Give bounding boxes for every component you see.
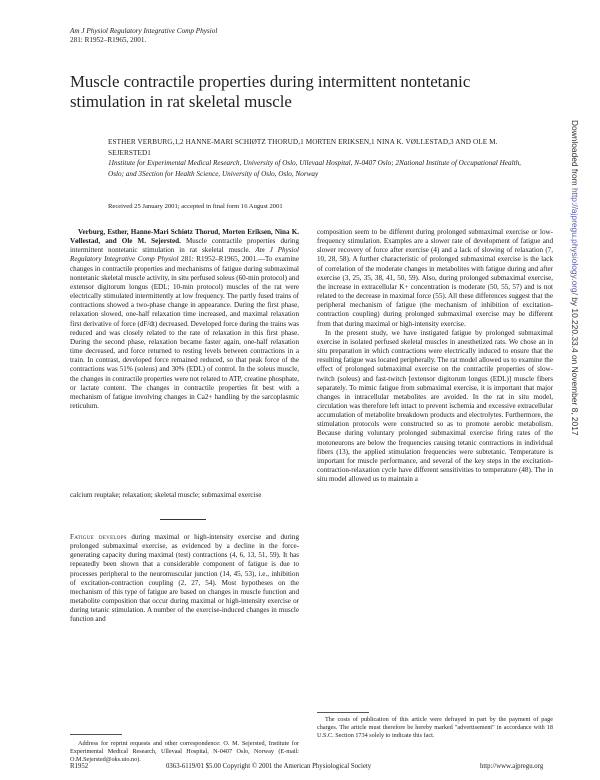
right-column <box>317 228 553 484</box>
journal-url: http://www.ajpregu.org <box>480 763 544 770</box>
intro-lead: Fatigue develops <box>70 533 127 541</box>
journal-name: Am J Physiol Regulatory Integrative Comp Physiol <box>70 27 218 35</box>
costs-footnote <box>317 716 553 740</box>
download-link[interactable]: http://ajpregu.physiology.org/ <box>570 187 580 295</box>
footnote-rule-right <box>317 712 369 713</box>
section-divider <box>160 519 206 520</box>
abstract-citation-title: Muscle contractile properties during intermittent nontetanic stimulation in rat skeletal muscle. <box>70 237 300 255</box>
correspondence-text: Address for reprint requests and other correspondence: O. M. Sejersted, Institute for Experimental Medical Research, Ullevaal Hospital, N-0407 Oslo, Norway (E-mail: O.M.Sejersted@oks.uio.no). <box>70 740 299 763</box>
abstract-citation-rest: 281: R1952–R1965, 2001. <box>178 255 258 264</box>
article-title: Muscle contractile properties during intermittent nontetanic stimulation in rat skeletal muscle <box>70 72 471 111</box>
abstract <box>70 228 299 411</box>
right-paragraph-2: In the present study, we have instigated fatigue by prolonged submaximal exercise in isolated perfused skeletal muscles in anesthetized rats. We chose an in situ preparation in which contractions were electrically induced to ensure that the resulting fatigue was located peripherally. The rat model allowed us to examine the effect of prolonged submaximal exercise on the contractile properties of slow-twitch (soleus) and fast-twitch [extensor digitorum longus (EDL)] muscle fibers separately. To mimic fatigue from submaximal exercise, it is important that major changes in intracellular metabolites are avoided. In the rat in situ model, circulation was therefore left intact to prevent ischemia and excessive extracellular accumulation of metabolite breakdown products and electrolytes. Furthermore, the stimulation protocols were constructed so as to promote aerobic metabolism. Because during voluntary prolonged submaximal exercise firing rates of the motoneurons are below the frequencies causing tetanic contractions in individual fibers (13), the applied stimulation frequencies were subtetanic. Temperature is important for muscle performance, and several of the key steps in the excitation-contraction-relaxation cycle have different sensitivities to temperature (48). The in situ model allowed us to maintain a <box>317 328 553 484</box>
right-paragraph-1: composition seem to be different during prolonged submaximal exercise or low-frequency stimulation. Examples are a slower rate of development of fatigue and slower recovery of force after exercise (4) and a lack of slowing of relaxation (7, 10, 28, 58). A further characteristic of prolonged submaximal exercise is the lack of correlation of the moderate changes in metabolites with fatigue during and after exercise (3, 25, 35, 38, 41, 50, 59). Also, during prolonged submaximal exercise, the increase in extracellular K+ concentration is moderate (50, 55, 57) and is not related to the decrease in maximal force (55). All these differences suggest that the peripheral mechanism of fatigue (the mechanism of inhibition of excitation-contraction coupling) during prolonged submaximal exercise may be different from that during maximal or high-intensity exercise. <box>317 228 553 328</box>
download-suffix: by 10.220.33.4 on November 8, 2017 <box>570 294 580 436</box>
copyright-line: 0363-6119/01 $5.00 Copyright © 2001 the American Physiological Society <box>166 763 372 770</box>
intro-body: during maximal or high-intensity exercise and during prolonged submaximal exercise, as evidenced by a decline in the force-generating capacity during maximal (test) contractions (4, 6, 13, 51, 59). It has repeatedly been shown that a considerable component of fatigue is due to processes peripheral to the neuromuscular junction (14, 45, 53), i.e., inhibition of excitation-contraction coupling (2, 27, 54). Most hypotheses on the mechanism of this type of fatigue are based on changes in muscle function and metabolite composition that occur during maximal or high-intensity exercise or during tetanic stimulation. A number of the exercise-induced changes in muscle function and <box>70 533 299 624</box>
download-notice <box>570 120 580 436</box>
abstract-body: —To examine changes in contractile properties and mechanisms of fatigue during submaximal nontetanic skeletal muscle activity, in situ perfused soleus (60-min protocol) and extensor digitorum longus (EDL; 10-min protocol) muscles of the rat were electrically stimulated intermittently at low frequency. The partly fused trains of contractions showed a two-phase change in appearance. During the first phase, relaxation slowed, one-half relaxation time increased, and maximal relaxation first derivative of force (dF/dt) decreased. Developed force during the trains was reduced and was closely related to the rate of relaxation in this first phase. During the second phase, relaxation became faster again, one-half relaxation time decreased, and force returned to resting levels between contractions in a train. In contrast, developed force remained reduced, so that peak force of the contractions was 51% (soleus) and 30% (EDL) of control. In the soleus muscle, the changes in contractile properties were not related to ATP, creatine phosphate, or lactate content. The changes in contractile properties fit best with a mechanism of fatigue involving changes in Ca2+ handling by the sarcoplasmic reticulum. <box>70 255 299 410</box>
introduction <box>70 533 299 625</box>
download-sidebar <box>569 120 591 600</box>
abstract-citation-authors: Verburg, Esther, Hanne-Mari Schiøtz Thorud, Morten Eriksen, Nina K. Vøllestad, and Ole M. Sejersted. <box>70 228 299 246</box>
abstract-citation-journal: Am J Physiol Regulatory Integrative Comp Physiol <box>70 246 299 264</box>
keywords: calcium reuptake; relaxation; skeletal muscle; submaximal exercise <box>70 491 262 499</box>
journal-header <box>70 27 217 45</box>
costs-text: The costs of publication of this article were defrayed in part by the payment of page charges. The article must therefore be hereby marked "advertisement" in accordance with 18 U.S.C. Section 1734 solely to indicate this fact. <box>317 716 553 739</box>
affiliations: 1Institute for Experimental Medical Research, University of Oslo, Ullevaal Hospital, N-0407 Oslo; 2National Institute of Occupational Health, Oslo; and 3Section for Health Science, University of Oslo, Oslo, Norway <box>108 159 521 178</box>
author-list: ESTHER VERBURG,1,2 HANNE-MARI SCHIØTZ THORUD,1 MORTEN ERIKSEN,1 NINA K. VØLLESTAD,3 AND OLE M. SEJERSTED1 <box>108 138 498 157</box>
correspondence-footnote <box>70 740 299 764</box>
received-dates: Received 25 January 2001; accepted in final form 16 August 2001 <box>108 203 283 210</box>
download-prefix: Downloaded from <box>570 120 580 188</box>
footnote-rule-left <box>70 734 122 735</box>
journal-pages: 281: R1952–R1965, 2001. <box>70 36 147 44</box>
page-number: R1952 <box>70 763 89 770</box>
